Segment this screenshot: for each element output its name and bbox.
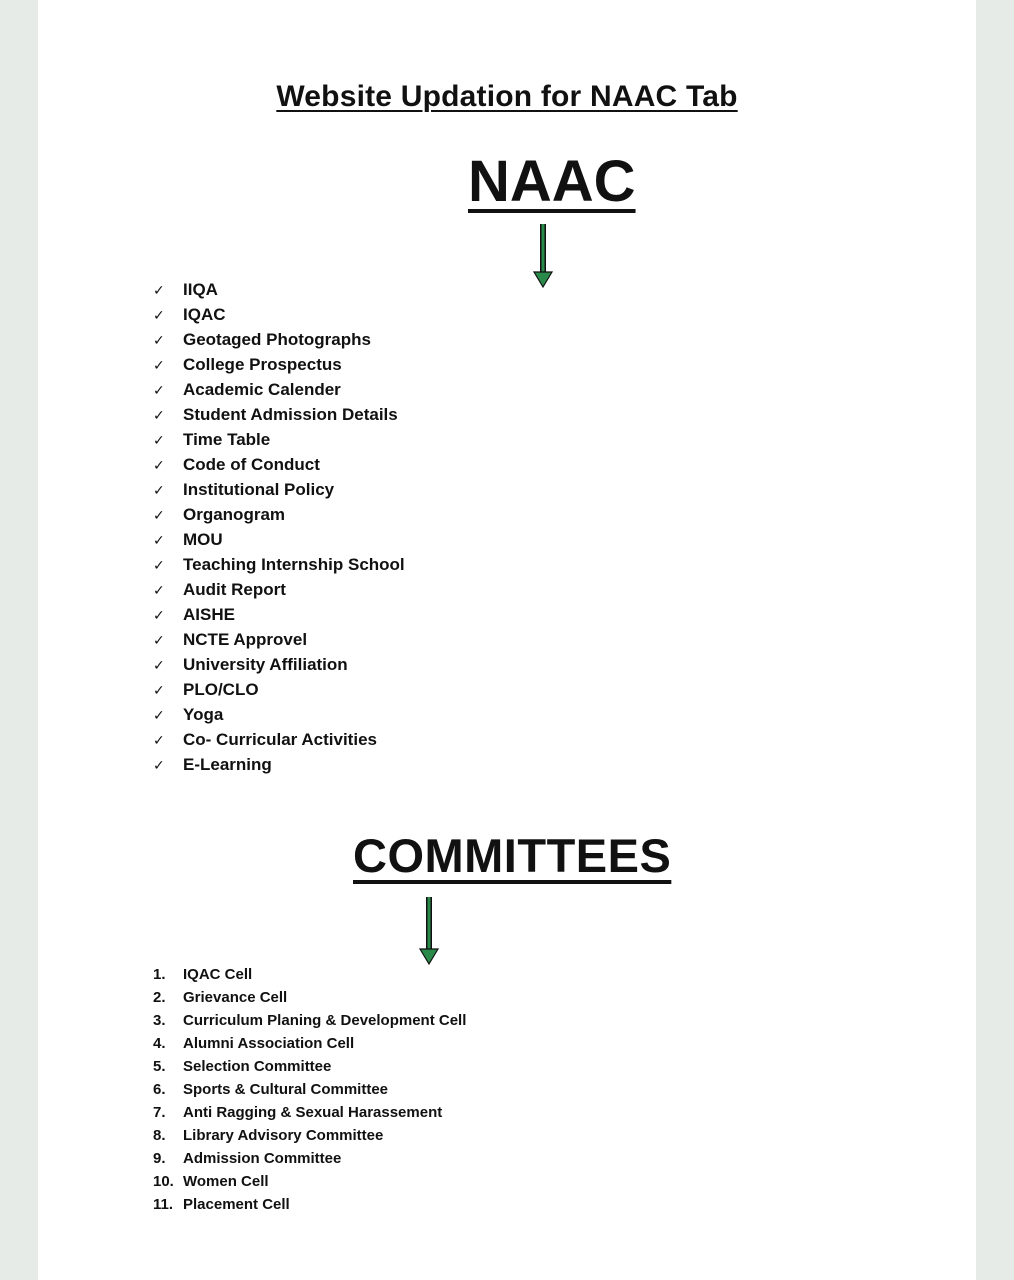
committee-number: 6. — [153, 1081, 166, 1098]
naac-item-label: IQAC — [183, 305, 226, 324]
down-arrow-icon — [532, 222, 554, 290]
naac-heading: NAAC — [468, 149, 636, 214]
naac-item-label: Teaching Internship School — [183, 555, 405, 574]
committee-list-item — [153, 1124, 466, 1147]
committee-number: 7. — [153, 1104, 166, 1121]
naac-item-label: Organogram — [183, 505, 286, 524]
committee-number: 8. — [153, 1127, 166, 1144]
naac-item-label: Time Table — [183, 430, 271, 449]
naac-list-item — [153, 452, 405, 477]
check-icon: ✓ — [153, 583, 165, 599]
committee-number: 11. — [153, 1196, 174, 1213]
document-title: Website Updation for NAAC Tab — [276, 80, 738, 113]
committee-label: Anti Ragging & Sexual Harassement — [183, 1104, 443, 1121]
check-icon: ✓ — [153, 308, 165, 324]
check-icon: ✓ — [153, 283, 165, 299]
committee-list-item — [153, 1193, 466, 1216]
committees-heading: COMMITTEES — [353, 829, 672, 882]
naac-item-label: AISHE — [183, 605, 235, 624]
naac-list-item — [153, 477, 405, 502]
check-icon: ✓ — [153, 408, 165, 424]
naac-list-item — [153, 627, 405, 652]
committee-label: Curriculum Planing & Development Cell — [183, 1012, 467, 1029]
committee-number: 4. — [153, 1035, 166, 1052]
naac-list-item — [153, 327, 405, 352]
naac-item-label: Student Admission Details — [183, 405, 398, 424]
committee-label: Sports & Cultural Committee — [183, 1081, 389, 1098]
check-icon: ✓ — [153, 658, 165, 674]
naac-item-label: Co- Curricular Activities — [183, 730, 377, 749]
document-page — [38, 0, 976, 1280]
naac-item-label: MOU — [183, 530, 223, 549]
naac-list-item — [153, 502, 405, 527]
committee-number: 2. — [153, 989, 166, 1006]
naac-item-label: Geotaged Photographs — [183, 330, 371, 349]
check-icon: ✓ — [153, 433, 165, 449]
down-arrow-icon — [418, 895, 440, 967]
naac-list-item — [153, 752, 405, 777]
naac-item-label: University Affiliation — [183, 655, 348, 674]
naac-list-item — [153, 352, 405, 377]
naac-item-label: E-Learning — [183, 755, 272, 774]
committee-list-item — [153, 1147, 466, 1170]
naac-list-item — [153, 677, 405, 702]
committee-label: Placement Cell — [183, 1196, 290, 1213]
naac-item-label: College Prospectus — [183, 355, 342, 374]
naac-item-label: Academic Calender — [183, 380, 341, 399]
naac-item-label: Institutional Policy — [183, 480, 335, 499]
naac-list-item — [153, 377, 405, 402]
check-icon: ✓ — [153, 533, 165, 549]
committee-list-item — [153, 986, 466, 1009]
naac-list-item — [153, 727, 405, 752]
committee-list-item — [153, 963, 466, 986]
committee-label: Grievance Cell — [183, 989, 288, 1006]
naac-checklist — [153, 277, 405, 777]
check-icon: ✓ — [153, 358, 165, 374]
committee-label: Alumni Association Cell — [183, 1035, 355, 1052]
committee-list-item — [153, 1101, 466, 1124]
naac-list-item — [153, 527, 405, 552]
naac-item-label: NCTE Approvel — [183, 630, 308, 649]
committee-label: IQAC Cell — [183, 966, 253, 983]
naac-item-label: Yoga — [183, 705, 224, 724]
check-icon: ✓ — [153, 333, 165, 349]
check-icon: ✓ — [153, 508, 165, 524]
committee-number: 9. — [153, 1150, 166, 1167]
committee-list-item — [153, 1170, 466, 1193]
check-icon: ✓ — [153, 383, 165, 399]
check-icon: ✓ — [153, 608, 165, 624]
committee-number: 3. — [153, 1012, 166, 1029]
naac-item-label: Audit Report — [183, 580, 286, 599]
naac-list-item — [153, 552, 405, 577]
committee-list-item — [153, 1055, 466, 1078]
check-icon: ✓ — [153, 708, 165, 724]
naac-list-item — [153, 277, 405, 302]
check-icon: ✓ — [153, 733, 165, 749]
naac-list-item — [153, 402, 405, 427]
committee-number: 10. — [153, 1173, 174, 1190]
committee-number: 1. — [153, 966, 166, 983]
naac-list-item — [153, 602, 405, 627]
committee-list-item — [153, 1009, 466, 1032]
naac-list-item — [153, 702, 405, 727]
naac-list-item — [153, 427, 405, 452]
check-icon: ✓ — [153, 483, 165, 499]
committee-number: 5. — [153, 1058, 166, 1075]
committees-list — [153, 963, 466, 1216]
committee-list-item — [153, 1078, 466, 1101]
check-icon: ✓ — [153, 683, 165, 699]
naac-list-item — [153, 652, 405, 677]
naac-list-item — [153, 577, 405, 602]
committee-label: Library Advisory Committee — [183, 1127, 384, 1144]
naac-list-item — [153, 302, 405, 327]
check-icon: ✓ — [153, 558, 165, 574]
check-icon: ✓ — [153, 758, 165, 774]
check-icon: ✓ — [153, 633, 165, 649]
naac-item-label: IIQA — [183, 280, 218, 299]
committee-label: Selection Committee — [183, 1058, 332, 1075]
committee-label: Women Cell — [183, 1173, 269, 1190]
naac-item-label: PLO/CLO — [183, 680, 259, 699]
committee-list-item — [153, 1032, 466, 1055]
committee-label: Admission Committee — [183, 1150, 342, 1167]
naac-item-label: Code of Conduct — [183, 455, 320, 474]
check-icon: ✓ — [153, 458, 165, 474]
